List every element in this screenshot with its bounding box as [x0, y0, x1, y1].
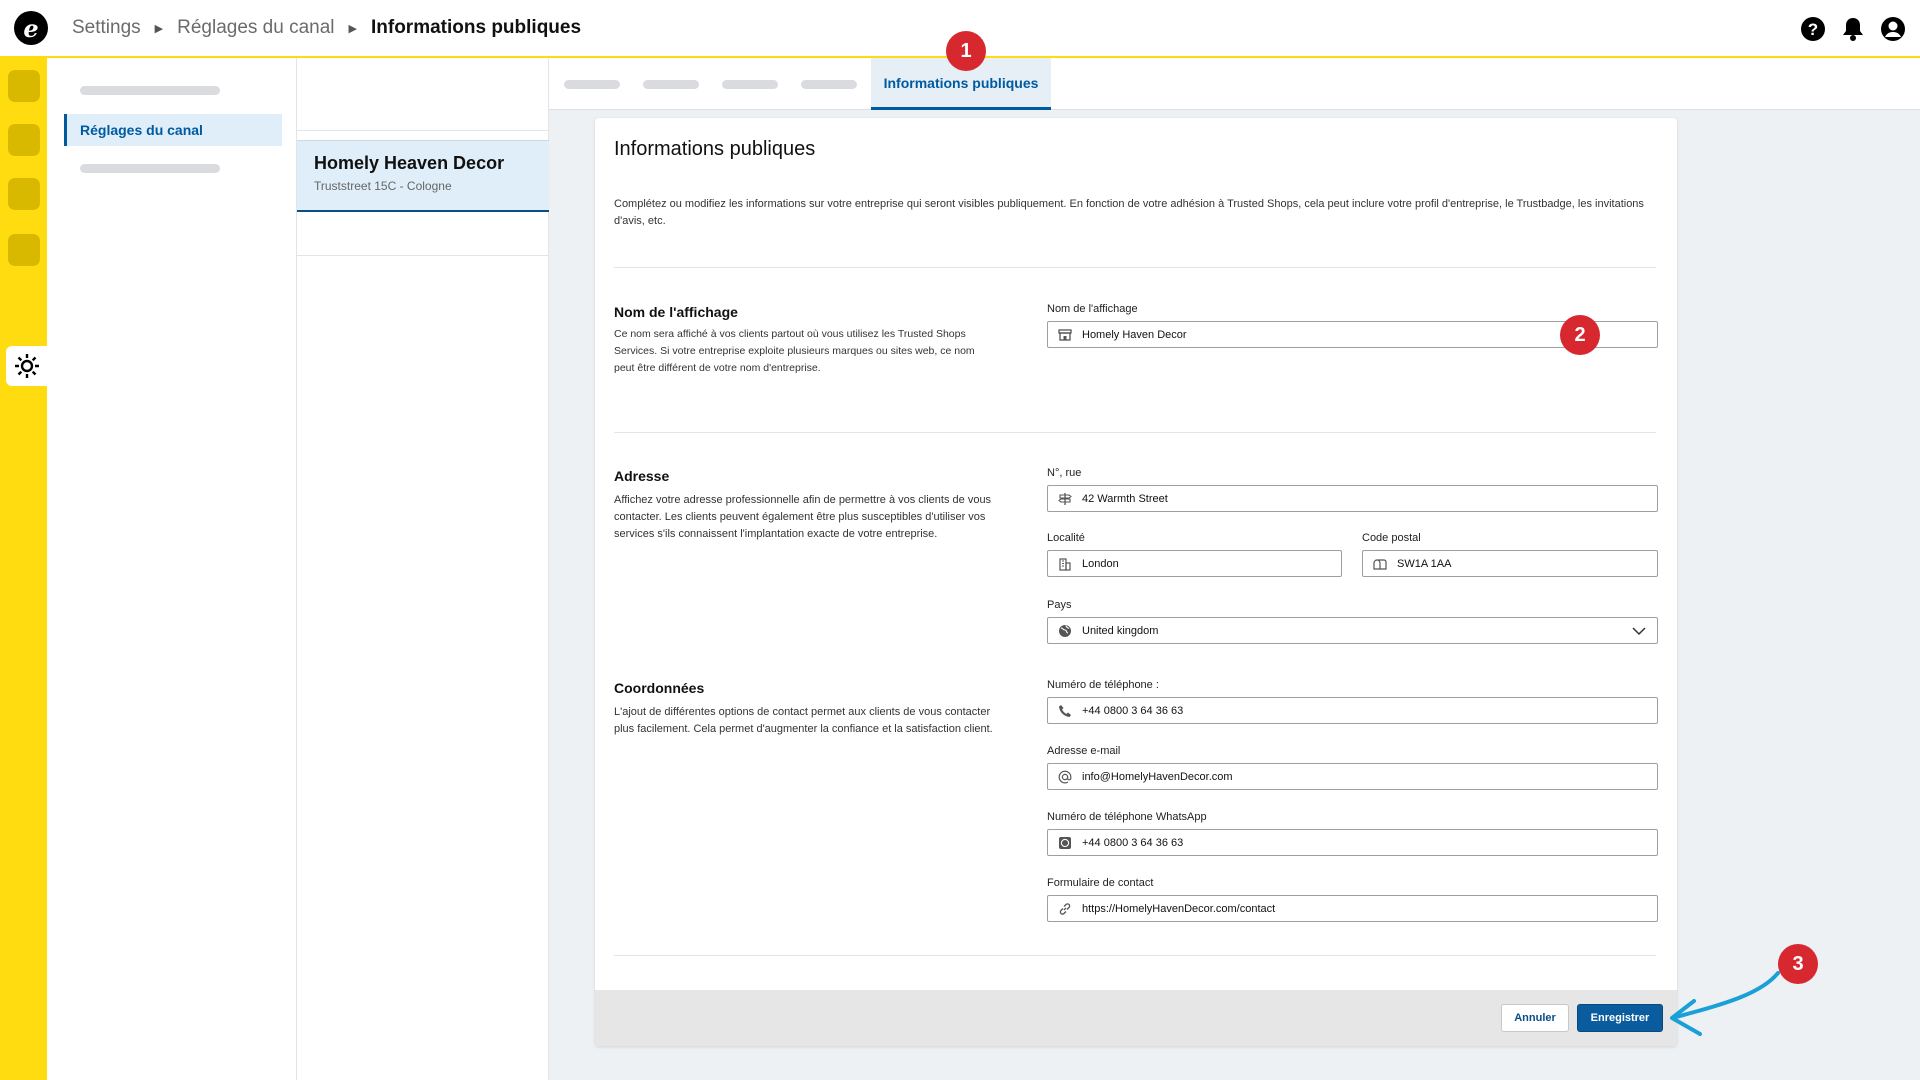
tab-bar	[549, 58, 1920, 110]
field-label-country: Pays	[1047, 599, 1072, 611]
postal-code-field[interactable]	[1362, 550, 1658, 577]
breadcrumb-channel-settings[interactable]: Réglages du canal	[177, 17, 335, 38]
divider	[614, 955, 1656, 956]
field-label-contact-form: Formulaire de contact	[1047, 877, 1154, 889]
rail-item-2[interactable]	[8, 124, 40, 156]
rail-item-4[interactable]	[8, 234, 40, 266]
store-icon	[1057, 327, 1073, 343]
section-description-contact: L'ajout de différentes options de contact permet aux clients de vous contacter plus facilement. Cela permet d'augmenter la confiance et la satisfaction client.	[614, 706, 993, 735]
left-rail	[0, 58, 47, 1080]
contact-form-field[interactable]	[1047, 895, 1658, 922]
tab-placeholder-1[interactable]	[564, 80, 620, 89]
tab-placeholder-2[interactable]	[643, 80, 699, 89]
svg-text:?: ?	[1807, 20, 1819, 39]
annotation-marker-3: 3	[1778, 944, 1818, 984]
nav-item-label: Réglages du canal	[80, 122, 203, 138]
phone-value: +44 0800 3 64 36 63	[1082, 704, 1184, 717]
city-field[interactable]	[1047, 550, 1342, 577]
street-value: 42 Warmth Street	[1082, 492, 1168, 505]
breadcrumb-separator-icon: ▶	[348, 22, 357, 35]
field-label-street: N°, rue	[1047, 467, 1082, 479]
email-field[interactable]	[1047, 763, 1658, 790]
arrow-icon	[1660, 955, 1790, 1045]
city-value: London	[1082, 557, 1119, 570]
breadcrumb-settings[interactable]: Settings	[72, 17, 141, 38]
phone-icon	[1057, 703, 1073, 719]
whatsapp-field[interactable]	[1047, 829, 1658, 856]
section-title-display-name: Nom de l'affichage	[614, 304, 738, 320]
link-icon	[1057, 901, 1073, 917]
building-icon	[1057, 556, 1073, 572]
field-label-postal-code: Code postal	[1362, 532, 1421, 544]
section-description-display-name: Ce nom sera affiché à vos clients partout où vous utilisez les Trusted Shops Services. Si votre entreprise exploite plusieurs marques ou sites web, ce nom peut être différent de votre nom d'entreprise.	[614, 328, 975, 374]
bell-icon[interactable]	[1840, 16, 1866, 42]
field-label-email: Adresse e-mail	[1047, 745, 1121, 757]
channel-address: Truststreet 15C - Cologne	[314, 179, 452, 193]
tab-placeholder-3[interactable]	[722, 80, 778, 89]
phone-field[interactable]	[1047, 697, 1658, 724]
globe-icon	[1057, 623, 1073, 639]
rail-item-3[interactable]	[8, 178, 40, 210]
breadcrumb-separator-icon: ▶	[154, 22, 164, 35]
rail-item-settings[interactable]	[6, 346, 47, 386]
field-label-city: Localité	[1047, 532, 1085, 544]
section-description-address: Affichez votre adresse professionnelle afin de permettre à vos clients de vous contacter. Les clients peuvent également être plus susceptibles d'utiliser vos services s'ils connaissent l'implantation exacte de votre entreprise.	[614, 494, 992, 540]
field-label-display-name: Nom de l'affichage	[1047, 303, 1138, 315]
field-label-phone: Numéro de téléphone :	[1047, 679, 1159, 691]
signpost-icon	[1057, 491, 1073, 507]
tab-placeholder-4[interactable]	[801, 80, 857, 89]
page-description: Complétez ou modifiez les informations sur votre entreprise qui seront visibles publiquement. En fonction de votre adhésion à Trusted Shops, cela peut inclure votre profil d'entreprise, le Trustbadge, les invitations d'avis, etc.	[614, 198, 1644, 227]
channel-list	[297, 58, 549, 1080]
breadcrumb-current: Informations publiques	[370, 17, 582, 38]
breadcrumb	[72, 17, 581, 39]
divider	[297, 130, 549, 131]
whatsapp-icon	[1057, 835, 1073, 851]
field-label-whatsapp: Numéro de téléphone WhatsApp	[1047, 811, 1207, 823]
app-logo[interactable]: e	[14, 11, 48, 45]
chevron-down-icon	[1631, 623, 1647, 644]
street-field[interactable]	[1047, 485, 1658, 512]
page-title: Informations publiques	[614, 138, 816, 160]
channel-name: Homely Heaven Decor	[314, 153, 505, 173]
section-title-contact: Coordonnées	[614, 680, 705, 696]
public-info-card	[595, 118, 1677, 1046]
annotation-marker-2: 2	[1560, 315, 1600, 355]
gear-icon	[13, 352, 41, 380]
mailbox-icon	[1372, 556, 1388, 572]
at-sign-icon	[1057, 769, 1073, 785]
country-select[interactable]	[1047, 617, 1658, 644]
annotation-marker-1: 1	[946, 31, 986, 71]
account-icon[interactable]	[1880, 16, 1906, 42]
nav-placeholder[interactable]	[80, 86, 220, 95]
section-title-address: Adresse	[614, 468, 670, 484]
card-footer	[595, 990, 1677, 1046]
divider	[614, 432, 1656, 433]
channel-card[interactable]	[297, 140, 549, 212]
whatsapp-value: +44 0800 3 64 36 63	[1082, 836, 1184, 849]
divider	[297, 255, 549, 256]
divider	[614, 267, 1656, 268]
rail-item-1[interactable]	[8, 70, 40, 102]
save-button[interactable]: Enregistrer	[1577, 1004, 1663, 1032]
contact-form-value: https://HomelyHavenDecor.com/contact	[1082, 902, 1276, 915]
country-value: United kingdom	[1082, 624, 1159, 637]
email-value: info@HomelyHavenDecor.com	[1082, 770, 1233, 783]
nav-item-channel-settings[interactable]	[64, 114, 282, 146]
display-name-value: Homely Haven Decor	[1082, 328, 1187, 341]
settings-nav	[47, 58, 297, 1080]
cancel-button[interactable]: Annuler	[1501, 1004, 1569, 1032]
tab-label: Informations publiques	[883, 74, 1039, 91]
help-icon[interactable]	[1800, 16, 1826, 42]
nav-placeholder[interactable]	[80, 164, 220, 173]
postal-code-value: SW1A 1AA	[1397, 557, 1452, 570]
